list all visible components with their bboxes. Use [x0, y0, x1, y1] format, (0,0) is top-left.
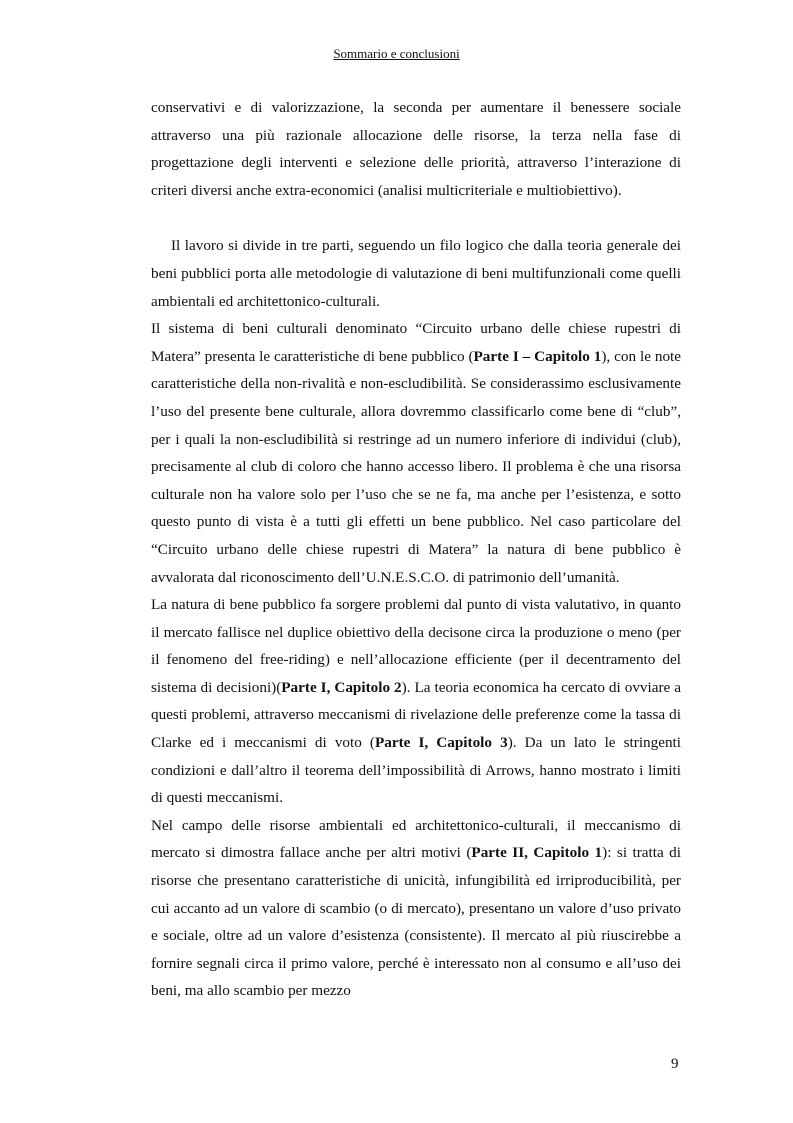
bold-reference: Parte I, Capitolo 2 — [281, 678, 402, 696]
paragraph — [151, 315, 681, 591]
text-run: La natura di bene pubblico fa sorgere problemi dal punto di vista valutativo, in quanto il mercato fallisce nel duplice obiettivo della decisone circa la produzione o meno (per il fenomeno del free-riding) e nell’allocazione efficiente (per il decentramento del sistema di decisioni)( — [151, 596, 681, 696]
page-number: 9 — [671, 1056, 679, 1072]
bold-reference: Parte I – Capitolo 1 — [473, 347, 602, 365]
paragraph — [151, 591, 681, 812]
text-run: Nel campo delle risorse ambientali ed architettonico-culturali, il meccanismo di mercato si dimostra fallace anche per altri motivi ( — [151, 816, 681, 862]
text-run: Il sistema di beni culturali denominato “Circuito urbano delle chiese rupestri di Matera” presenta le caratteristiche di bene pubblico ( — [151, 320, 681, 365]
paragraph-spacer — [151, 204, 681, 232]
text-run: ). La teoria economica ha cercato di ovviare a questi problemi, attraverso meccanismi di rivelazione delle preferenze come la tassa di Clarke ed i meccanismi di voto ( — [151, 678, 681, 752]
paragraph — [151, 812, 681, 1005]
paragraph: Il lavoro si divide in tre parti, seguendo un filo logico che dalla teoria generale dei beni pubblici porta alle metodologie di valutazione di beni multifunzionali come quelli ambientali ed architettonico-culturali. — [151, 237, 681, 310]
text-run: ): si tratta di risorse che presentano caratteristiche di unicità, infungibilità ed irriproducibilità, per cui accanto ad un valore di scambio (o di mercato), presentano un valore d’uso privato e sociale, oltre ad un valore d’esistenza (consistente). Il mercato al più riuscirebbe a fornire segnali circa il primo valore, perché è interessato non al consumo e all’uso dei beni, ma allo scambio per mezzo — [151, 844, 681, 1000]
paragraph: conservativi e di valorizzazione, la seconda per aumentare il benessere sociale attraverso una più razionale allocazione delle risorse, la terza nella fase di progettazione degli interventi e selezione delle priorità, attraverso l’interazione di criteri diversi anche extra-economici (analisi multicriteriale e multiobiettivo). — [151, 99, 681, 199]
body-text — [151, 94, 681, 1005]
bold-reference: Parte I, Capitolo 3 — [375, 734, 508, 752]
bold-reference: Parte II, Capitolo 1 — [471, 844, 603, 862]
text-run: ), con le note caratteristiche della non-rivalità e non-escludibilità. Se considerassimo esclusivamente l’uso del presente bene culturale, allora dovremmo classificarlo come bene di “club”, per i quali la non-escludibilità si restringe ad un numero inferiore di individui (club), precisamente al club di coloro che hanno accesso libero. Il problema è che una risorsa culturale non ha valore solo per l’uso che se ne fa, ma anche per l’esistenza, e sotto questo punto di vista è a tutti gli effetti un bene pubblico. Nel caso particolare del “Circuito urbano delle chiese rupestri di Matera” la natura di bene pubblico è avvalorata dal riconoscimento dell’U.N.E.S.C.O. di patrimonio dell’umanità. — [151, 347, 681, 586]
text-run: ). Da un lato le stringenti condizioni e dall’altro il teorema dell’impossibilità di Arrows, hanno mostrato i limiti di questi meccanismi. — [151, 734, 681, 807]
running-header: Sommario e conclusioni — [333, 46, 460, 61]
